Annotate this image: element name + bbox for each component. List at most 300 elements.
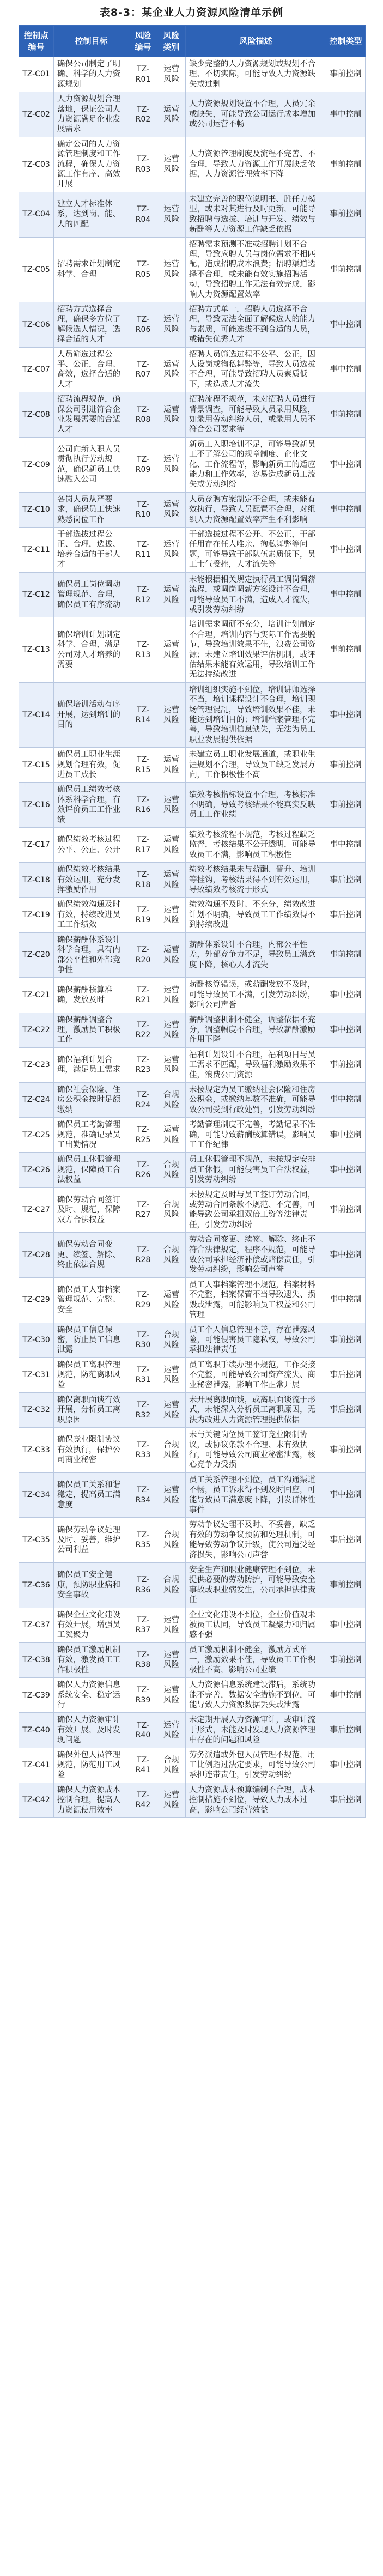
risk-desc-cell: 绩效考核结果未与薪酬、晋升、培训等挂钩，考核结果得不到有效运用，导致绩效考核流于形式	[186, 863, 326, 898]
risk-desc-cell: 未定期开展人力资源审计，或审计流于形式，未能及时发现人力资源管理中存在的问题和风险	[186, 1713, 326, 1748]
control-code-cell: TZ-C07	[19, 347, 54, 392]
risk-type-cell: 合规风险	[157, 1233, 186, 1278]
risk-desc-cell: 劳动争议处理不及时、不妥善，缺乏有效的劳动争议预防和处理机制，可能导致劳动争议升级，使公司遭受经济损失，影响公司声誉	[186, 1518, 326, 1563]
control-code-cell: TZ-C23	[19, 1047, 54, 1082]
risk-desc-cell: 员工激励机制不健全，激励方式单一，激励效果不佳，导致员工工作积极性不高，影响公司业绩	[186, 1642, 326, 1677]
table-row	[19, 1563, 366, 1608]
risk-desc-cell: 未按规定为员工缴纳社会保险和住房公积金，或缴纳基数不准确，可能导致公司受到行政处罚，引发劳动纠纷	[186, 1082, 326, 1117]
control-goal-cell: 确保企业文化建设有效开展，增强员工凝聚力	[54, 1608, 129, 1642]
risk-type-cell: 运营风险	[157, 302, 186, 347]
control-code-cell: TZ-C21	[19, 978, 54, 1013]
control-code-cell: TZ-C35	[19, 1518, 54, 1563]
table-body	[19, 57, 366, 1818]
table-row	[19, 932, 366, 978]
risk-code-cell: TZ-R34	[129, 1472, 157, 1518]
risk-code-cell: TZ-R23	[129, 1047, 157, 1082]
risk-desc-cell: 劳务派遣或外包人员管理不规范，用工比例超过法定要求，可能导致公司承担连带责任，引发劳动纠纷	[186, 1748, 326, 1783]
control-type-cell: 事中控制	[326, 347, 366, 392]
risk-type-cell: 运营风险	[157, 1783, 186, 1817]
control-code-cell: TZ-C29	[19, 1277, 54, 1323]
control-code-cell: TZ-C36	[19, 1563, 54, 1608]
risk-code-cell: TZ-R41	[129, 1748, 157, 1783]
control-goal-cell: 确保员工关系和谐稳定，提高员工满意度	[54, 1472, 129, 1518]
risk-code-cell: TZ-R12	[129, 572, 157, 617]
risk-type-cell: 运营风险	[157, 1277, 186, 1323]
control-goal-cell: 确保公司制定了明确、科学的人力资源规划	[54, 57, 129, 92]
risk-type-cell: 运营风险	[157, 1472, 186, 1518]
risk-type-cell: 运营风险	[157, 1357, 186, 1392]
table-row	[19, 437, 366, 492]
table-row	[19, 1428, 366, 1473]
risk-type-cell: 运营风险	[157, 1608, 186, 1642]
control-goal-cell: 确保员工信息保密，防止员工信息泄露	[54, 1323, 129, 1357]
risk-desc-cell: 培训组织实施不到位，培训讲师选择不当，培训课程设计不合理，培训现场管理混乱，导致培训效果不佳，未能达到培训目的；培训档案管理不完善，导致培训信息缺失，无法为员工职业发展提供依据	[186, 682, 326, 747]
risk-type-cell: 运营风险	[157, 237, 186, 302]
risk-code-cell: TZ-R36	[129, 1563, 157, 1608]
control-type-cell: 事中控制	[326, 1748, 366, 1783]
risk-desc-cell: 缺少完整的人力资源规划或规划不合理、不切实际，可能导致人力资源缺失或过剩	[186, 57, 326, 92]
risk-desc-cell: 企业文化建设不到位，企业价值观未被员工认同，导致员工凝聚力和归属感不强	[186, 1608, 326, 1642]
control-code-cell: TZ-C24	[19, 1082, 54, 1117]
risk-desc-cell: 人力资源规划设置不合理，人员冗余或缺失，可能导致公司运行成本增加或公司运营不畅	[186, 92, 326, 137]
risk-desc-cell: 未按规定及时与员工签订劳动合同，或劳动合同条款不规范、不完善，可能导致公司承担双倍工资等法律责任，引发劳动纠纷	[186, 1187, 326, 1233]
table-row	[19, 492, 366, 527]
risk-type-cell: 运营风险	[157, 392, 186, 438]
control-type-cell: 事前控制	[326, 783, 366, 828]
control-goal-cell: 确保薪酬体系设计科学合理，具有内部公平性和外部竞争性	[54, 932, 129, 978]
control-type-cell: 事前控制	[326, 932, 366, 978]
risk-code-cell: TZ-R29	[129, 1277, 157, 1323]
table-row	[19, 1392, 366, 1427]
control-goal-cell: 招聘方式选择合理，确保多方位了解候选人情况，选择合适的人才	[54, 302, 129, 347]
control-type-cell: 事前控制	[326, 1323, 366, 1357]
risk-code-cell: TZ-R30	[129, 1323, 157, 1357]
risk-desc-cell: 未建立员工职业发展通道，或职业生涯规划不合理，导致员工缺乏发展方向，工作积极性不高	[186, 748, 326, 783]
control-type-cell: 事前控制	[326, 1563, 366, 1608]
risk-desc-cell: 绩效考核流程不规范，考核过程缺乏监督，考核结果不公开透明，可能导致员工不满，影响员工积极性	[186, 828, 326, 863]
control-code-cell: TZ-C31	[19, 1357, 54, 1392]
table-row	[19, 1323, 366, 1357]
control-code-cell: TZ-C13	[19, 617, 54, 682]
table-row	[19, 1748, 366, 1783]
control-goal-cell: 确保人力资源信息系统安全、稳定运行	[54, 1678, 129, 1713]
control-type-cell: 事中控制	[326, 492, 366, 527]
control-code-cell: TZ-C08	[19, 392, 54, 438]
risk-type-cell: 运营风险	[157, 1013, 186, 1047]
risk-desc-cell: 干部选拔过程不公开、不公正，干部任用存在任人唯亲、徇私舞弊等问题，可能导致干部队伍素质低下，员工士气受挫，人才流失等	[186, 528, 326, 573]
risk-code-cell: TZ-R07	[129, 347, 157, 392]
control-goal-cell: 确保人力资源成本控制合理，提高人力资源使用效率	[54, 1783, 129, 1817]
control-goal-cell: 公司向新入职人员贯彻执行劳动规范，确保新员工快速融入公司	[54, 437, 129, 492]
table-row	[19, 1357, 366, 1392]
control-code-cell: TZ-C39	[19, 1678, 54, 1713]
control-code-cell: TZ-C20	[19, 932, 54, 978]
risk-type-cell: 运营风险	[157, 1678, 186, 1713]
risk-desc-cell: 员工人事档案管理不规范，档案材料不完整，档案保管不当导致遗失、损毁或泄露，可能影响员工权益和公司管理	[186, 1277, 326, 1323]
control-code-cell: TZ-C03	[19, 137, 54, 192]
risk-code-cell: TZ-R08	[129, 392, 157, 438]
table-row	[19, 57, 366, 92]
risk-code-cell: TZ-R15	[129, 748, 157, 783]
control-goal-cell: 确保劳动合同变更、续签、解除、终止依法合规	[54, 1233, 129, 1278]
risk-type-cell: 合规风险	[157, 1428, 186, 1473]
table-row	[19, 1678, 366, 1713]
risk-code-cell: TZ-R04	[129, 192, 157, 237]
control-type-cell: 事中控制	[326, 1678, 366, 1713]
control-type-cell: 事中控制	[326, 528, 366, 573]
risk-type-cell: 运营风险	[157, 682, 186, 747]
table-row	[19, 1642, 366, 1677]
control-goal-cell: 确保福利计划合理，满足员工需求	[54, 1047, 129, 1082]
risk-code-cell: TZ-R13	[129, 617, 157, 682]
risk-code-cell: TZ-R16	[129, 783, 157, 828]
table-row	[19, 392, 366, 438]
control-goal-cell: 确保员工激励机制有效，激发员工工作积极性	[54, 1642, 129, 1677]
risk-desc-cell: 招聘人员筛选过程不公平、公正，因人设岗或徇私舞弊等，导致人员选拔不合理，可能导致招聘人员素质低下，或造成人才流失	[186, 347, 326, 392]
risk-desc-cell: 员工离职手续办理不规范，工作交接不完整，可能导致公司资产流失、商业秘密泄露，影响工作正常开展	[186, 1357, 326, 1392]
risk-type-cell: 运营风险	[157, 492, 186, 527]
header-risk-type: 风险类别	[157, 26, 186, 57]
control-type-cell: 事中控制	[326, 1013, 366, 1047]
control-goal-cell: 确保劳动争议处理及时、妥善，维护公司利益	[54, 1518, 129, 1563]
control-code-cell: TZ-C22	[19, 1013, 54, 1047]
risk-type-cell: 运营风险	[157, 617, 186, 682]
control-code-cell: TZ-C16	[19, 783, 54, 828]
table-row	[19, 92, 366, 137]
control-type-cell: 事后控制	[326, 863, 366, 898]
table-title: 表8-3：某企业人力资源风险清单示例	[99, 7, 284, 19]
risk-code-cell: TZ-R20	[129, 932, 157, 978]
control-type-cell: 事中控制	[326, 1608, 366, 1642]
control-type-cell: 事后控制	[326, 1392, 366, 1427]
table-row	[19, 302, 366, 347]
risk-code-cell: TZ-R17	[129, 828, 157, 863]
control-type-cell: 事前控制	[326, 1642, 366, 1677]
control-goal-cell: 确保员工离职管理规范，防范离职风险	[54, 1357, 129, 1392]
risk-code-cell: TZ-R42	[129, 1783, 157, 1817]
control-goal-cell: 确保培训计划制定科学、合理，满足公司对人才培养的需要	[54, 617, 129, 682]
control-type-cell: 事中控制	[326, 92, 366, 137]
risk-desc-cell: 员工个人信息管理不善，存在泄露风险，可能侵害员工隐私权，导致公司承担法律责任	[186, 1323, 326, 1357]
table-row	[19, 192, 366, 237]
table-row	[19, 137, 366, 192]
table-row	[19, 1118, 366, 1153]
risk-type-cell: 运营风险	[157, 57, 186, 92]
control-type-cell: 事中控制	[326, 828, 366, 863]
control-goal-cell: 确保外包人员管理规范，防范用工风险	[54, 1748, 129, 1783]
risk-desc-cell: 薪酬调整机制不健全，调整依据不充分，调整幅度不合理，导致薪酬激励作用下降	[186, 1013, 326, 1047]
header-control-code: 控制点编号	[19, 26, 54, 57]
control-code-cell: TZ-C19	[19, 898, 54, 932]
risk-desc-cell: 考勤管理制度不完善，考勤记录不准确，可能导致薪酬核算错误，影响员工工作纪律	[186, 1118, 326, 1153]
risk-desc-cell: 培训需求调研不充分，培训计划制定不合理，培训内容与实际工作需要脱节，导致培训效果不佳，浪费公司资源；未建立培训效果评估机制，或评估结果未能有效运用，导致培训工作无法持续改进	[186, 617, 326, 682]
risk-type-cell: 运营风险	[157, 1118, 186, 1153]
risk-type-cell: 运营风险	[157, 748, 186, 783]
risk-desc-cell: 劳动合同变更、续签、解除、终止不符合法律规定，程序不规范，可能导致公司承担经济补偿或赔偿责任，引发劳动纠纷，影响公司声誉	[186, 1233, 326, 1278]
table-row	[19, 1047, 366, 1082]
control-type-cell: 事中控制	[326, 437, 366, 492]
risk-desc-cell: 绩效考核指标设置不合理，考核标准不明确，导致考核结果不能真实反映员工工作业绩	[186, 783, 326, 828]
control-goal-cell: 确保绩效考核过程公平、公正、公开	[54, 828, 129, 863]
table-row	[19, 237, 366, 302]
control-code-cell: TZ-C12	[19, 572, 54, 617]
risk-desc-cell: 福利计划设计不合理，福利项目与员工需求不匹配，导致福利激励效果不佳，浪费公司资源	[186, 1047, 326, 1082]
control-type-cell: 事前控制	[326, 1047, 366, 1082]
control-code-cell: TZ-C06	[19, 302, 54, 347]
risk-type-cell: 运营风险	[157, 978, 186, 1013]
risk-desc-cell: 人力资源管理制度及流程不完善、不合理，导致人力资源工作开展缺乏依据，人力资源管理效率下降	[186, 137, 326, 192]
risk-code-cell: TZ-R40	[129, 1713, 157, 1748]
control-type-cell: 事中控制	[326, 1472, 366, 1518]
table-row	[19, 1233, 366, 1278]
control-type-cell: 事中控制	[326, 1233, 366, 1278]
control-type-cell: 事后控制	[326, 1518, 366, 1563]
control-code-cell: TZ-C41	[19, 1748, 54, 1783]
table-row	[19, 1013, 366, 1047]
control-goal-cell: 确保培训活动有序开展，达到培训的目的	[54, 682, 129, 747]
risk-code-cell: TZ-R22	[129, 1013, 157, 1047]
table-row	[19, 617, 366, 682]
table-row	[19, 1082, 366, 1117]
control-type-cell: 事中控制	[326, 572, 366, 617]
control-type-cell: 事前控制	[326, 1187, 366, 1233]
risk-type-cell: 运营风险	[157, 932, 186, 978]
control-goal-cell: 确保人力资源审计有效开展，及时发现问题	[54, 1713, 129, 1748]
risk-code-cell: TZ-R05	[129, 237, 157, 302]
risk-type-cell: 运营风险	[157, 828, 186, 863]
control-type-cell: 事前控制	[326, 192, 366, 237]
risk-type-cell: 运营风险	[157, 192, 186, 237]
control-goal-cell: 人力资源规划合理落地，保证公司人力资源满足企业发展需求	[54, 92, 129, 137]
risk-type-cell: 运营风险	[157, 572, 186, 617]
control-code-cell: TZ-C05	[19, 237, 54, 302]
control-type-cell: 事中控制	[326, 1082, 366, 1117]
control-code-cell: TZ-C32	[19, 1392, 54, 1427]
table-row	[19, 1472, 366, 1518]
risk-code-cell: TZ-R26	[129, 1153, 157, 1187]
control-code-cell: TZ-C40	[19, 1713, 54, 1748]
risk-code-cell: TZ-R09	[129, 437, 157, 492]
risk-code-cell: TZ-R18	[129, 863, 157, 898]
control-type-cell: 事前控制	[326, 237, 366, 302]
control-goal-cell: 人员筛选过程公平、公正，合理、高效，选择合适的人才	[54, 347, 129, 392]
control-type-cell: 事后控制	[326, 1357, 366, 1392]
control-type-cell: 事中控制	[326, 302, 366, 347]
risk-desc-cell: 未开展离职面谈，或离职面谈流于形式，未能深入分析员工离职原因，无法为改进人力资源管理提供依据	[186, 1392, 326, 1427]
control-code-cell: TZ-C11	[19, 528, 54, 573]
table-row	[19, 1187, 366, 1233]
risk-type-cell: 运营风险	[157, 1642, 186, 1677]
table-row	[19, 748, 366, 783]
risk-desc-cell: 招聘方式单一，招聘人员选择不合理，导致无法全面了解候选人的能力与素质，可能选拔不到合适的人员，或错失优秀人才	[186, 302, 326, 347]
control-goal-cell: 招聘需求计划制定科学、合理	[54, 237, 129, 302]
control-goal-cell: 确保员工安全健康，预防职业病和安全事故	[54, 1563, 129, 1608]
risk-type-cell: 运营风险	[157, 1047, 186, 1082]
control-goal-cell: 确定公司的人力资源管理制度和工作流程，确保人力资源工作有序、高效开展	[54, 137, 129, 192]
control-goal-cell: 确保绩效沟通及时有效，持续改进员工工作绩效	[54, 898, 129, 932]
risk-code-cell: TZ-R28	[129, 1233, 157, 1278]
risk-type-cell: 合规风险	[157, 1187, 186, 1233]
control-goal-cell: 确保劳动合同签订及时、规范，保障双方合法权益	[54, 1187, 129, 1233]
table-row	[19, 863, 366, 898]
table-row	[19, 572, 366, 617]
risk-desc-cell: 未能根据相关规定执行员工调岗调薪流程，或调岗调薪方案设计不合理，可能导致员工不满，造成人才流失，或引发劳动纠纷	[186, 572, 326, 617]
risk-desc-cell: 新员工入职培训不足，可能导致新员工不了解公司的规章制度、企业文化、工作流程等，影响新员工的适应能力和工作效率，容易造成新员工流失或劳动纠纷	[186, 437, 326, 492]
risk-desc-cell: 未与关键岗位员工签订竞业限制协议，或协议条款不合理、未有效执行，可能导致公司商业秘密泄露，核心竞争力受损	[186, 1428, 326, 1473]
risk-desc-cell: 人力资源信息系统建设滞后，系统功能不完善，数据安全措施不到位，可能导致人力资源数据丢失或泄露	[186, 1678, 326, 1713]
risk-code-cell: TZ-R11	[129, 528, 157, 573]
risk-type-cell: 运营风险	[157, 92, 186, 137]
risk-type-cell: 运营风险	[157, 863, 186, 898]
risk-desc-cell: 绩效沟通不及时、不充分，绩效改进计划不明确，导致员工工作绩效得不到持续改进	[186, 898, 326, 932]
risk-type-cell: 合规风险	[157, 1748, 186, 1783]
control-code-cell: TZ-C33	[19, 1428, 54, 1473]
risk-code-cell: TZ-R32	[129, 1392, 157, 1427]
header-risk-desc: 风险描述	[186, 26, 326, 57]
header-control-type: 控制类型	[326, 26, 366, 57]
risk-type-cell: 合规风险	[157, 1323, 186, 1357]
control-type-cell: 事前控制	[326, 748, 366, 783]
risk-code-cell: TZ-R37	[129, 1608, 157, 1642]
risk-code-cell: TZ-R39	[129, 1678, 157, 1713]
control-code-cell: TZ-C27	[19, 1187, 54, 1233]
control-type-cell: 事前控制	[326, 137, 366, 192]
control-code-cell: TZ-C34	[19, 1472, 54, 1518]
risk-type-cell: 运营风险	[157, 137, 186, 192]
risk-desc-cell: 员工休假管理不规范，未按规定安排员工休假，可能侵害员工合法权益，引发劳动纠纷	[186, 1153, 326, 1187]
control-goal-cell: 各岗人员从严要求，确保员工快速熟悉岗位工作	[54, 492, 129, 527]
control-code-cell: TZ-C04	[19, 192, 54, 237]
control-code-cell: TZ-C02	[19, 92, 54, 137]
risk-type-cell: 运营风险	[157, 898, 186, 932]
header-risk-code: 风险编号	[129, 26, 157, 57]
table-row	[19, 1277, 366, 1323]
risk-desc-cell: 人员竞聘方案制定不合理，或未能有效执行，导致人员配置不合理，对组织人力资源配置效率产生不利影响	[186, 492, 326, 527]
control-code-cell: TZ-C15	[19, 748, 54, 783]
control-type-cell: 事前控制	[326, 57, 366, 92]
table-row	[19, 682, 366, 747]
risk-type-cell: 合规风险	[157, 1153, 186, 1187]
control-code-cell: TZ-C10	[19, 492, 54, 527]
table-row	[19, 828, 366, 863]
table-header-row	[19, 26, 366, 57]
table-row	[19, 1153, 366, 1187]
risk-desc-cell: 招聘流程不规范，未对招聘人员进行背景调查，可能导致人员录用风险，如录用劳动纠纷人员，或录用人员不符合公司要求等	[186, 392, 326, 438]
risk-code-cell: TZ-R19	[129, 898, 157, 932]
control-goal-cell: 建立人才标准体系，达到岗、能、人的匹配	[54, 192, 129, 237]
risk-type-cell: 运营风险	[157, 783, 186, 828]
table-row	[19, 978, 366, 1013]
control-goal-cell: 确保员工职业生涯规划合理有效，促进员工成长	[54, 748, 129, 783]
control-goal-cell: 确保员工绩效考核体系科学合理，有效评价员工工作业绩	[54, 783, 129, 828]
risk-desc-cell: 员工关系管理不到位，员工沟通渠道不畅，员工诉求得不到及时回应，可能导致员工满意度下降，引发群体性事件	[186, 1472, 326, 1518]
risk-code-cell: TZ-R24	[129, 1082, 157, 1117]
risk-type-cell: 合规风险	[157, 1563, 186, 1608]
control-code-cell: TZ-C14	[19, 682, 54, 747]
risk-desc-cell: 招聘需求预测不准或招聘计划不合理，导致应聘人员与岗位需求不相匹配，造成招聘成本浪费；招聘渠道选择不合理，或未能有效实施招聘活动，导致招聘工作无法有效完成，影响人力资源配置效率	[186, 237, 326, 302]
control-goal-cell: 干部选拔过程公正、合理，选拔、培养合适的干部人才	[54, 528, 129, 573]
control-table	[19, 25, 366, 1818]
risk-type-cell: 运营风险	[157, 437, 186, 492]
header-control-goal: 控制目标	[54, 26, 129, 57]
control-code-cell: TZ-C01	[19, 57, 54, 92]
risk-desc-cell: 未建立完善的职位说明书、胜任力模型，或未对其进行及时更新，可能导致招聘与选拔、培训与开发、绩效与薪酬等人力资源工作缺乏依据	[186, 192, 326, 237]
control-type-cell: 事前控制	[326, 617, 366, 682]
table-row	[19, 347, 366, 392]
risk-code-cell: TZ-R35	[129, 1518, 157, 1563]
risk-code-cell: TZ-R27	[129, 1187, 157, 1233]
control-type-cell: 事中控制	[326, 1153, 366, 1187]
risk-code-cell: TZ-R14	[129, 682, 157, 747]
control-type-cell: 事中控制	[326, 1118, 366, 1153]
risk-code-cell: TZ-R06	[129, 302, 157, 347]
control-goal-cell: 确保薪酬核算准确，发放及时	[54, 978, 129, 1013]
control-code-cell: TZ-C26	[19, 1153, 54, 1187]
control-code-cell: TZ-C38	[19, 1642, 54, 1677]
control-goal-cell: 招聘流程规范，确保公司引进符合企业发展需要的合适人才	[54, 392, 129, 438]
control-goal-cell: 确保员工人事档案管理规范、完整、安全	[54, 1277, 129, 1323]
table-row	[19, 1608, 366, 1642]
risk-code-cell: TZ-R02	[129, 92, 157, 137]
control-type-cell: 事前控制	[326, 1428, 366, 1473]
control-code-cell: TZ-C42	[19, 1783, 54, 1817]
table-row	[19, 1783, 366, 1817]
risk-type-cell: 运营风险	[157, 1392, 186, 1427]
risk-code-cell: TZ-R33	[129, 1428, 157, 1473]
control-type-cell: 事后控制	[326, 1713, 366, 1748]
table-row	[19, 528, 366, 573]
control-code-cell: TZ-C30	[19, 1323, 54, 1357]
table-row	[19, 1713, 366, 1748]
control-code-cell: TZ-C17	[19, 828, 54, 863]
risk-desc-cell: 安全生产和职业健康管理不到位，未提供必要的劳动防护，可能导致安全事故或职业病发生，公司承担法律责任	[186, 1563, 326, 1608]
risk-type-cell: 运营风险	[157, 1713, 186, 1748]
risk-code-cell: TZ-R03	[129, 137, 157, 192]
control-code-cell: TZ-C18	[19, 863, 54, 898]
control-goal-cell: 确保员工考勤管理规范，准确记录员工出勤情况	[54, 1118, 129, 1153]
control-goal-cell: 确保绩效考核结果有效运用，充分发挥激励作用	[54, 863, 129, 898]
control-goal-cell: 确保员工休假管理规范，保障员工合法权益	[54, 1153, 129, 1187]
table-row	[19, 783, 366, 828]
control-goal-cell: 确保薪酬调整合理，激励员工积极工作	[54, 1013, 129, 1047]
risk-desc-cell: 薪酬体系设计不合理，内部公平性差，外部竞争力不足，导致员工满意度下降，核心人才流失	[186, 932, 326, 978]
risk-code-cell: TZ-R38	[129, 1642, 157, 1677]
risk-type-cell: 合规风险	[157, 1082, 186, 1117]
control-type-cell: 事前控制	[326, 392, 366, 438]
control-goal-cell: 确保社会保险、住房公积金按时足额缴纳	[54, 1082, 129, 1117]
control-type-cell: 事中控制	[326, 682, 366, 747]
risk-code-cell: TZ-R10	[129, 492, 157, 527]
control-type-cell: 事后控制	[326, 1783, 366, 1817]
risk-desc-cell: 人力资源成本预算编制不合理，成本控制措施不到位，导致人力成本过高，影响公司经营效益	[186, 1783, 326, 1817]
control-code-cell: TZ-C28	[19, 1233, 54, 1278]
risk-code-cell: TZ-R21	[129, 978, 157, 1013]
table-row	[19, 1518, 366, 1563]
risk-desc-cell: 薪酬核算错误，或薪酬发放不及时，可能导致员工不满，引发劳动纠纷，影响公司声誉	[186, 978, 326, 1013]
risk-type-cell: 合规风险	[157, 1518, 186, 1563]
risk-code-cell: TZ-R01	[129, 57, 157, 92]
control-type-cell: 事中控制	[326, 1277, 366, 1323]
risk-code-cell: TZ-R31	[129, 1357, 157, 1392]
control-code-cell: TZ-C09	[19, 437, 54, 492]
control-goal-cell: 确保员工岗位调动管理规范、合理，确保员工有序流动	[54, 572, 129, 617]
risk-type-cell: 运营风险	[157, 347, 186, 392]
control-goal-cell: 确保离职面谈有效开展，分析员工离职原因	[54, 1392, 129, 1427]
risk-code-cell: TZ-R25	[129, 1118, 157, 1153]
control-type-cell: 事中控制	[326, 978, 366, 1013]
control-code-cell: TZ-C37	[19, 1608, 54, 1642]
risk-type-cell: 运营风险	[157, 528, 186, 573]
